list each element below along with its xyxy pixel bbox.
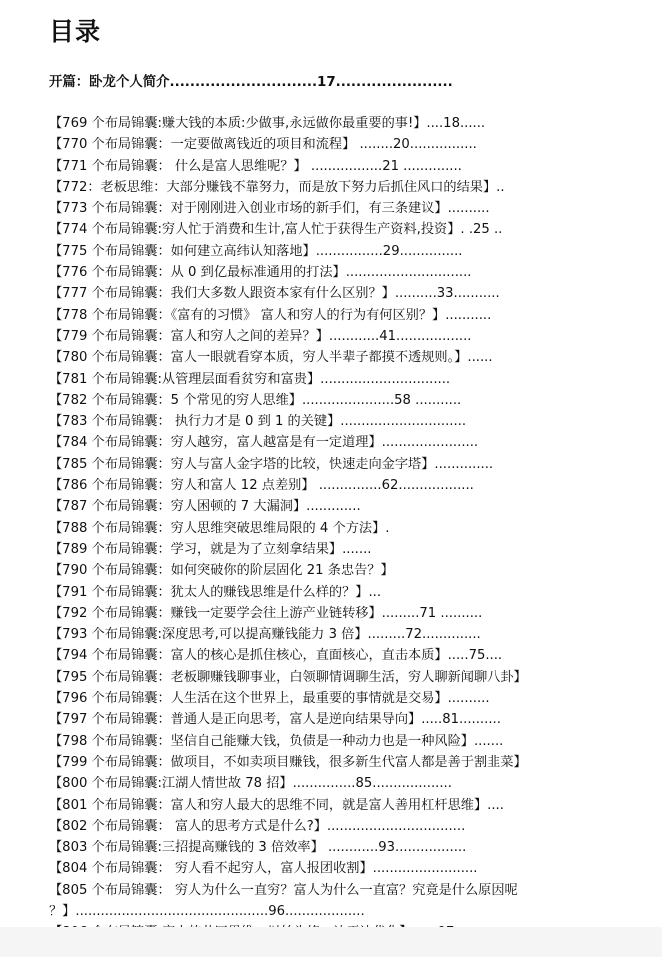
toc-entry[interactable]: 【790 个布局锦囊：如何突破你的阶层固化 21 条忠告？】 [49,563,394,579]
toc-entry[interactable]: 【769 个布局锦囊:赚大钱的本质:少做事,永远做你最重要的事!】....18...... [49,116,486,131]
toc-entry[interactable]: 【784 个布局锦囊：穷人越穷，富人越富是有一定道理】....................... [49,435,479,451]
toc-entry[interactable]: 【796 个布局锦囊：人生活在这个世界上，最重要的事情就是交易】.......... [49,691,490,707]
toc-entry[interactable]: 【770 个布局锦囊：一定要做离钱近的项目和流程】 ........20................ [49,137,477,153]
toc-entry[interactable]: 【791 个布局锦囊：犹太人的赚钱思维是什么样的？】... [49,584,382,600]
toc-entry[interactable]: 【775 个布局锦囊：如何建立高纬认知落地】................29............... [49,243,463,259]
page-title: 目录 [49,17,102,46]
toc-entry[interactable]: 【793 个布局锦囊:深度思考,可以提高赚钱能力 3 倍】.........72.............. [49,627,481,643]
toc-entry[interactable]: 【801 个布局锦囊：富人和穷人最大的思维不同，就是富人善用杠杆思维】.... [49,797,504,813]
toc-entry[interactable]: 【773 个布局锦囊：对于刚刚进入创业市场的新手们，有三条建议】.......... [49,201,490,217]
toc-entry[interactable]: 【803 个布局锦囊:三招提高赚钱的 3 倍效率】 ............93................. [49,840,467,856]
toc-entry[interactable]: 【780 个布局锦囊：富人一眼就看穿本质，穷人半辈子都摸不透规则。】...... [49,350,493,366]
toc-entry[interactable]: 【805 个布局锦囊： 穷人为什么一直穷？富人为什么一直富？究竟是什么原因呢 ？】..............................................96................... [49,882,518,919]
toc-entry[interactable]: 【792 个布局锦囊：赚钱一定要学会往上游产业链转移】.........71 .......... [49,605,483,621]
toc-entry[interactable]: 【774 个布局锦囊:穷人忙于消费和生计,富人忙于获得生产资料,投资】. .25 .. [49,222,503,238]
toc-entry[interactable]: 【772：老板思维：大部分赚钱不靠努力，而是放下努力后抓住风口的结果】.. [49,179,505,195]
toc-entry[interactable]: 【797 个布局锦囊：普通人是正向思考，富人是逆向结果导向】.....81.......... [49,712,501,728]
toc-entry[interactable]: 【783 个布局锦囊： 执行力才是 0 到 1 的关键】.............................. [49,414,467,430]
toc-entry[interactable]: 【799 个布局锦囊：做项目，不如卖项目赚钱，很多新生代富人都是善于割韭菜】 [49,754,527,770]
toc-entry[interactable]: 【778 个布局锦囊：《富有的习惯》 富人和穷人的行为有何区别？】........... [49,307,492,323]
toc-entry[interactable]: 【789 个布局锦囊：学习，就是为了立刻拿结果】....... [49,541,372,557]
toc-entry[interactable]: 【802 个布局锦囊： 富人的思考方式是什么?】................................. [49,818,466,834]
toc-entry[interactable]: 【781 个布局锦囊:从管理层面看贫穷和富贵】............................... [49,371,451,387]
toc-entry[interactable]: 【787 个布局锦囊：穷人困顿的 7 大漏洞】............. [49,499,361,515]
toc-entry[interactable]: 【776 个布局锦囊：从 0 到亿最标准通用的打法】.............................. [49,265,472,281]
toc-entry[interactable]: 【785 个布局锦囊：穷人与富人金字塔的比较，快速走向金字塔】.............. [49,456,494,472]
toc-entry[interactable]: 【788 个布局锦囊：穷人思维突破思维局限的 4 个方法】. [49,520,390,536]
toc-entry[interactable]: 【786 个布局锦囊：穷人和富人 12 点差别】 ...............62.................. [49,478,474,494]
toc-entry[interactable]: 【782 个布局锦囊：5 个常见的穷人思维】......................58 ........... [49,392,462,408]
toc-entry[interactable]: 【795 个布局锦囊：老板聊赚钱聊事业，白领聊情调聊生活，穷人聊新闻聊八卦】 [49,669,527,685]
toc-list [49,113,655,944]
toc-entry[interactable]: 【779 个布局锦囊：富人和穷人之间的差异？】............41.................. [49,328,472,344]
toc-entry[interactable]: 【798 个布局锦囊：坚信自己能赚大钱，负债是一种动力也是一种风险】....... [49,733,504,749]
toc-entry[interactable]: 【804 个布局锦囊： 穷人看不起穷人，富人报团收割】......................... [49,861,478,877]
toc-entry[interactable]: 【771 个布局锦囊： 什么是富人思维呢？】 .................21 .............. [49,158,462,174]
toc-intro-entry[interactable]: 开篇：卧龙个人简介.............................17....................... [49,75,453,90]
toc-entry[interactable]: 【800 个布局锦囊:江湖人情世故 78 招】...............85................... [49,776,452,792]
toc-entry[interactable]: 【794 个布局锦囊：富人的核心是抓住核心，直面核心，直击本质】.....75.... [49,648,503,664]
page-bottom-band [0,927,662,957]
toc-entry[interactable]: 【777 个布局锦囊：我们大多数人跟资本家有什么区别？】..........33........... [49,286,500,302]
